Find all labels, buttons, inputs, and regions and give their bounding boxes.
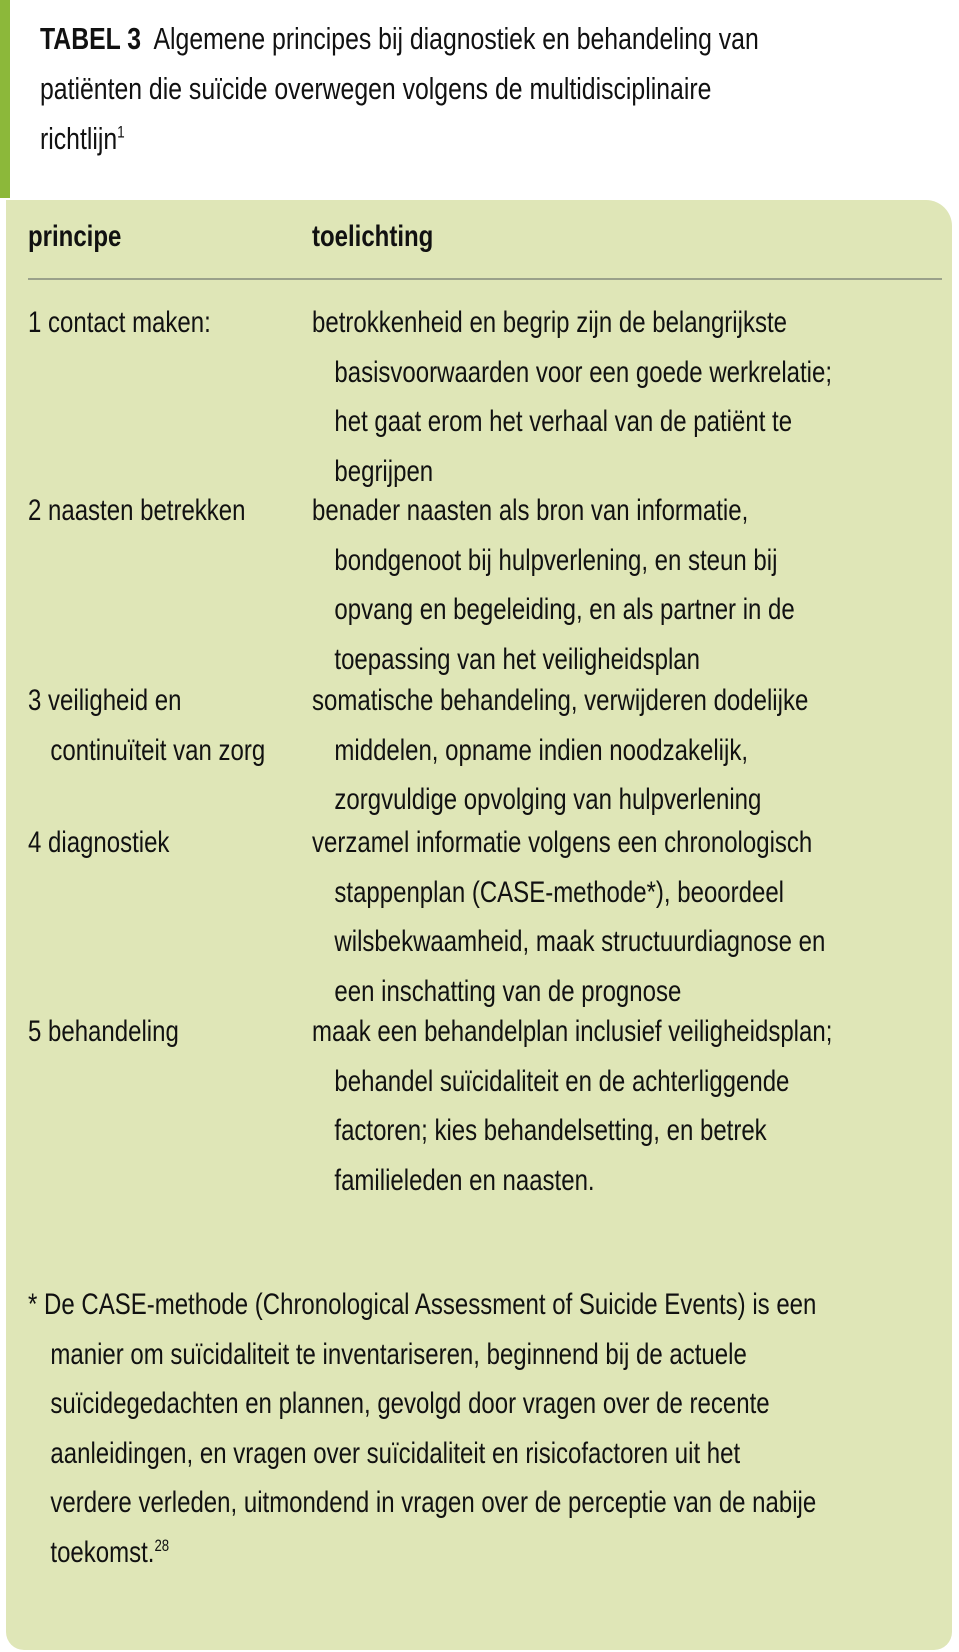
row-principe: [28, 1007, 217, 1057]
row-principe: [28, 486, 300, 536]
row-toelichting: [312, 298, 959, 496]
caption-line-2: patiënten die suïcide overwegen volgens de multidisciplinaire: [40, 71, 712, 106]
caption-label: TABEL 3: [40, 21, 142, 56]
row-principe: [28, 818, 205, 868]
row-toelichting: [312, 676, 932, 825]
toelichting-line: betrokkenheid en begrip zijn de belangrijkste: [312, 306, 787, 339]
table-caption: [40, 14, 950, 164]
caption-line-3: [40, 114, 768, 164]
header-principe: principe: [28, 220, 122, 253]
toelichting-line: somatische behandeling, verwijderen dodelijke: [312, 684, 809, 717]
toelichting-line: opvang en begeleiding, en als partner in de: [334, 593, 795, 626]
header-divider: [28, 278, 942, 280]
header-toelichting: toelichting: [312, 220, 434, 253]
row-toelichting: [312, 1007, 959, 1205]
toelichting-line: verzamel informatie volgens een chronologisch: [312, 826, 813, 859]
row-principe: [28, 676, 325, 775]
principe-line: 3 veiligheid en: [28, 684, 182, 717]
principe-line: 4 diagnostiek: [28, 826, 170, 859]
footnote-line: manier om suïcidaliteit te inventariseren, beginnend bij de actuele: [50, 1337, 747, 1371]
footnote-line: suïcidegedachten en plannen, gevolgd door vragen over de recente: [50, 1387, 770, 1420]
toelichting-line: familieleden en naasten.: [334, 1163, 595, 1197]
principe-line: 5 behandeling: [28, 1015, 179, 1048]
toelichting-line: middelen, opname indien noodzakelijk,: [334, 733, 749, 767]
footnote-line: verdere verleden, uitmondend in vragen over de perceptie van de nabije: [50, 1486, 817, 1519]
principe-line: continuïteit van zorg: [50, 733, 266, 767]
footnote-line: * De CASE-methode (Chronological Assessment of Suicide Events) is een: [28, 1288, 817, 1321]
table-footnote: [28, 1280, 959, 1577]
principe-line: 1 contact maken:: [28, 306, 211, 339]
toelichting-line: behandel suïcidaliteit en de achterliggende: [334, 1064, 790, 1098]
toelichting-line: wilsbekwaamheid, maak structuurdiagnose en: [334, 925, 826, 958]
toelichting-line: een inschatting van de prognose: [334, 974, 682, 1008]
caption-text: richtlijn: [40, 121, 118, 156]
toelichting-line: stappenplan (CASE-methode*), beoordeel: [334, 875, 785, 909]
caption-line-1: [40, 14, 768, 64]
row-toelichting: [312, 818, 954, 1016]
principe-line: 2 naasten betrekken: [28, 494, 246, 527]
toelichting-line: maak een behandelplan inclusief veiligheidsplan;: [312, 1015, 833, 1048]
footnote-text: toekomst.: [50, 1535, 155, 1569]
toelichting-line: basisvoorwaarden voor een goede werkrelatie;: [334, 355, 833, 389]
toelichting-line: benader naasten als bron van informatie,: [312, 494, 749, 527]
caption-reference: 1: [117, 122, 125, 142]
caption-text: Algemene principes bij diagnostiek en behandeling van: [153, 21, 759, 56]
toelichting-line: bondgenoot bij hulpverlening, en steun bij: [334, 543, 778, 577]
toelichting-line: factoren; kies behandelsetting, en betrek: [334, 1114, 767, 1147]
footnote-line: [28, 1528, 816, 1578]
row-principe: [28, 298, 256, 348]
toelichting-line: toepassing van het veiligheidsplan: [334, 642, 700, 676]
row-toelichting: [312, 486, 915, 684]
toelichting-line: begrijpen: [334, 454, 434, 488]
toelichting-line: zorgvuldige opvolging van hulpverlening: [334, 783, 762, 816]
footnote-line: aanleidingen, en vragen over suïcidaliteit en risicofactoren uit het: [50, 1436, 741, 1470]
table-panel: [6, 200, 952, 1650]
toelichting-line: het gaat erom het verhaal van de patiënt te: [334, 405, 793, 438]
footnote-reference: 28: [154, 1536, 170, 1555]
accent-bar: [0, 0, 10, 198]
